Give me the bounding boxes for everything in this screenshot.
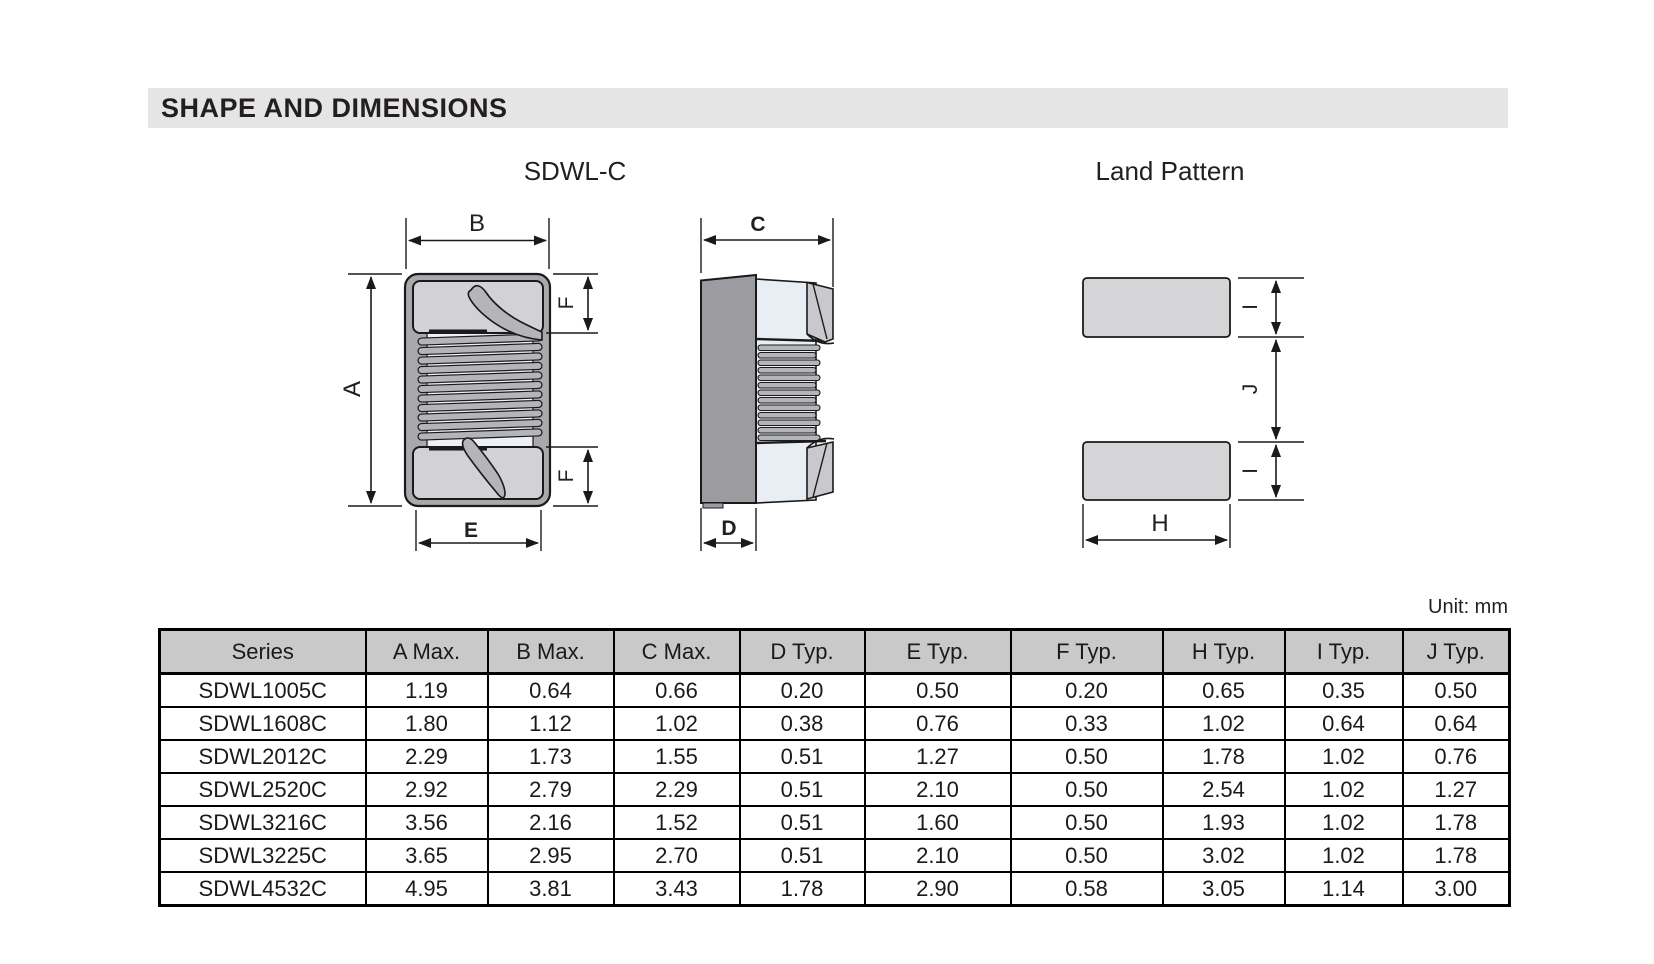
value-cell: 0.64 (1285, 707, 1403, 740)
value-cell: 2.79 (488, 773, 614, 806)
value-cell: 3.02 (1163, 839, 1285, 872)
dim-label-b: B (468, 210, 486, 237)
dim-label-i-bottom: I (1239, 468, 1262, 474)
series-cell: SDWL2520C (160, 773, 366, 806)
column-header: D Typ. (740, 630, 865, 674)
value-cell: 2.95 (488, 839, 614, 872)
column-header: Series (160, 630, 366, 674)
table-row (160, 707, 1510, 740)
side-flange (701, 275, 756, 503)
series-cell: SDWL3225C (160, 839, 366, 872)
value-cell: 0.20 (1011, 674, 1163, 708)
value-cell: 0.50 (865, 674, 1011, 708)
value-cell: 0.51 (740, 839, 865, 872)
land-pattern-title: Land Pattern (1095, 156, 1245, 186)
value-cell: 0.38 (740, 707, 865, 740)
value-cell: 1.02 (1285, 806, 1403, 839)
value-cell: 0.64 (488, 674, 614, 708)
dim-label-h: H (1151, 510, 1169, 537)
value-cell: 1.78 (740, 872, 865, 906)
series-cell: SDWL2012C (160, 740, 366, 773)
value-cell: 1.73 (488, 740, 614, 773)
front-view-diagram (330, 195, 625, 560)
table-row (160, 740, 1510, 773)
series-cell: SDWL3216C (160, 806, 366, 839)
series-cell: SDWL4532C (160, 872, 366, 906)
value-cell: 0.50 (1403, 674, 1510, 708)
value-cell: 1.93 (1163, 806, 1285, 839)
value-cell: 0.50 (1011, 773, 1163, 806)
value-cell: 1.02 (1163, 707, 1285, 740)
land-pad-bottom (1083, 442, 1230, 500)
table-row (160, 839, 1510, 872)
column-header: H Typ. (1163, 630, 1285, 674)
value-cell: 3.56 (366, 806, 488, 839)
value-cell: 2.29 (366, 740, 488, 773)
pad-edge-strip (429, 330, 487, 335)
value-cell: 0.51 (740, 806, 865, 839)
value-cell: 0.50 (1011, 806, 1163, 839)
value-cell: 1.19 (366, 674, 488, 708)
column-header: J Typ. (1403, 630, 1510, 674)
value-cell: 1.12 (488, 707, 614, 740)
value-cell: 3.00 (1403, 872, 1510, 906)
column-header: I Typ. (1285, 630, 1403, 674)
value-cell: 1.27 (1403, 773, 1510, 806)
value-cell: 0.76 (1403, 740, 1510, 773)
value-cell: 1.02 (1285, 740, 1403, 773)
unit-note: Unit: mm (1428, 596, 1508, 618)
value-cell: 2.90 (865, 872, 1011, 906)
dim-label-c: C (750, 213, 766, 236)
value-cell: 2.10 (865, 773, 1011, 806)
dim-label-j: J (1239, 383, 1262, 395)
value-cell: 2.92 (366, 773, 488, 806)
coil-winding (418, 334, 542, 440)
flange-foot (703, 503, 723, 508)
value-cell: 1.60 (865, 806, 1011, 839)
value-cell: 1.78 (1403, 839, 1510, 872)
table-header-row (160, 630, 1510, 674)
value-cell: 3.65 (366, 839, 488, 872)
column-header: E Typ. (865, 630, 1011, 674)
table-body (160, 674, 1510, 906)
value-cell: 1.27 (865, 740, 1011, 773)
value-cell: 0.58 (1011, 872, 1163, 906)
series-cell: SDWL1005C (160, 674, 366, 708)
value-cell: 0.50 (1011, 839, 1163, 872)
column-header: F Typ. (1011, 630, 1163, 674)
column-header: A Max. (366, 630, 488, 674)
value-cell: 0.64 (1403, 707, 1510, 740)
value-cell: 1.52 (614, 806, 740, 839)
value-cell: 1.78 (1163, 740, 1285, 773)
value-cell: 0.76 (865, 707, 1011, 740)
value-cell: 4.95 (366, 872, 488, 906)
section-title: SHAPE AND DIMENSIONS (161, 93, 508, 123)
land-pattern-diagram (1010, 250, 1320, 560)
value-cell: 1.55 (614, 740, 740, 773)
value-cell: 1.80 (366, 707, 488, 740)
dim-label-f-bottom: F (555, 469, 578, 483)
dimensions-table (158, 628, 1511, 907)
column-header: C Max. (614, 630, 740, 674)
section-banner (148, 88, 1508, 128)
dim-label-d: D (721, 517, 737, 540)
front-view-title: SDWL-C (523, 156, 627, 186)
value-cell: 0.35 (1285, 674, 1403, 708)
dim-label-a: A (339, 380, 366, 398)
dim-label-i-top: I (1239, 304, 1262, 310)
value-cell: 0.66 (614, 674, 740, 708)
table-row (160, 806, 1510, 839)
value-cell: 2.54 (1163, 773, 1285, 806)
dim-label-e: E (463, 519, 479, 542)
value-cell: 0.50 (1011, 740, 1163, 773)
value-cell: 1.14 (1285, 872, 1403, 906)
column-header: B Max. (488, 630, 614, 674)
value-cell: 0.51 (740, 773, 865, 806)
value-cell: 2.70 (614, 839, 740, 872)
value-cell: 1.02 (1285, 773, 1403, 806)
value-cell: 0.51 (740, 740, 865, 773)
value-cell: 0.20 (740, 674, 865, 708)
value-cell: 2.29 (614, 773, 740, 806)
land-pad-top (1083, 278, 1230, 337)
value-cell: 2.10 (865, 839, 1011, 872)
value-cell: 1.78 (1403, 806, 1510, 839)
table-row (160, 773, 1510, 806)
value-cell: 0.33 (1011, 707, 1163, 740)
value-cell: 0.65 (1163, 674, 1285, 708)
value-cell: 3.05 (1163, 872, 1285, 906)
value-cell: 1.02 (614, 707, 740, 740)
value-cell: 1.02 (1285, 839, 1403, 872)
value-cell: 3.81 (488, 872, 614, 906)
series-cell: SDWL1608C (160, 707, 366, 740)
table-row (160, 872, 1510, 906)
dim-label-f-top: F (555, 296, 578, 310)
table-row (160, 674, 1510, 708)
side-view-diagram (630, 195, 865, 560)
value-cell: 2.16 (488, 806, 614, 839)
value-cell: 3.43 (614, 872, 740, 906)
